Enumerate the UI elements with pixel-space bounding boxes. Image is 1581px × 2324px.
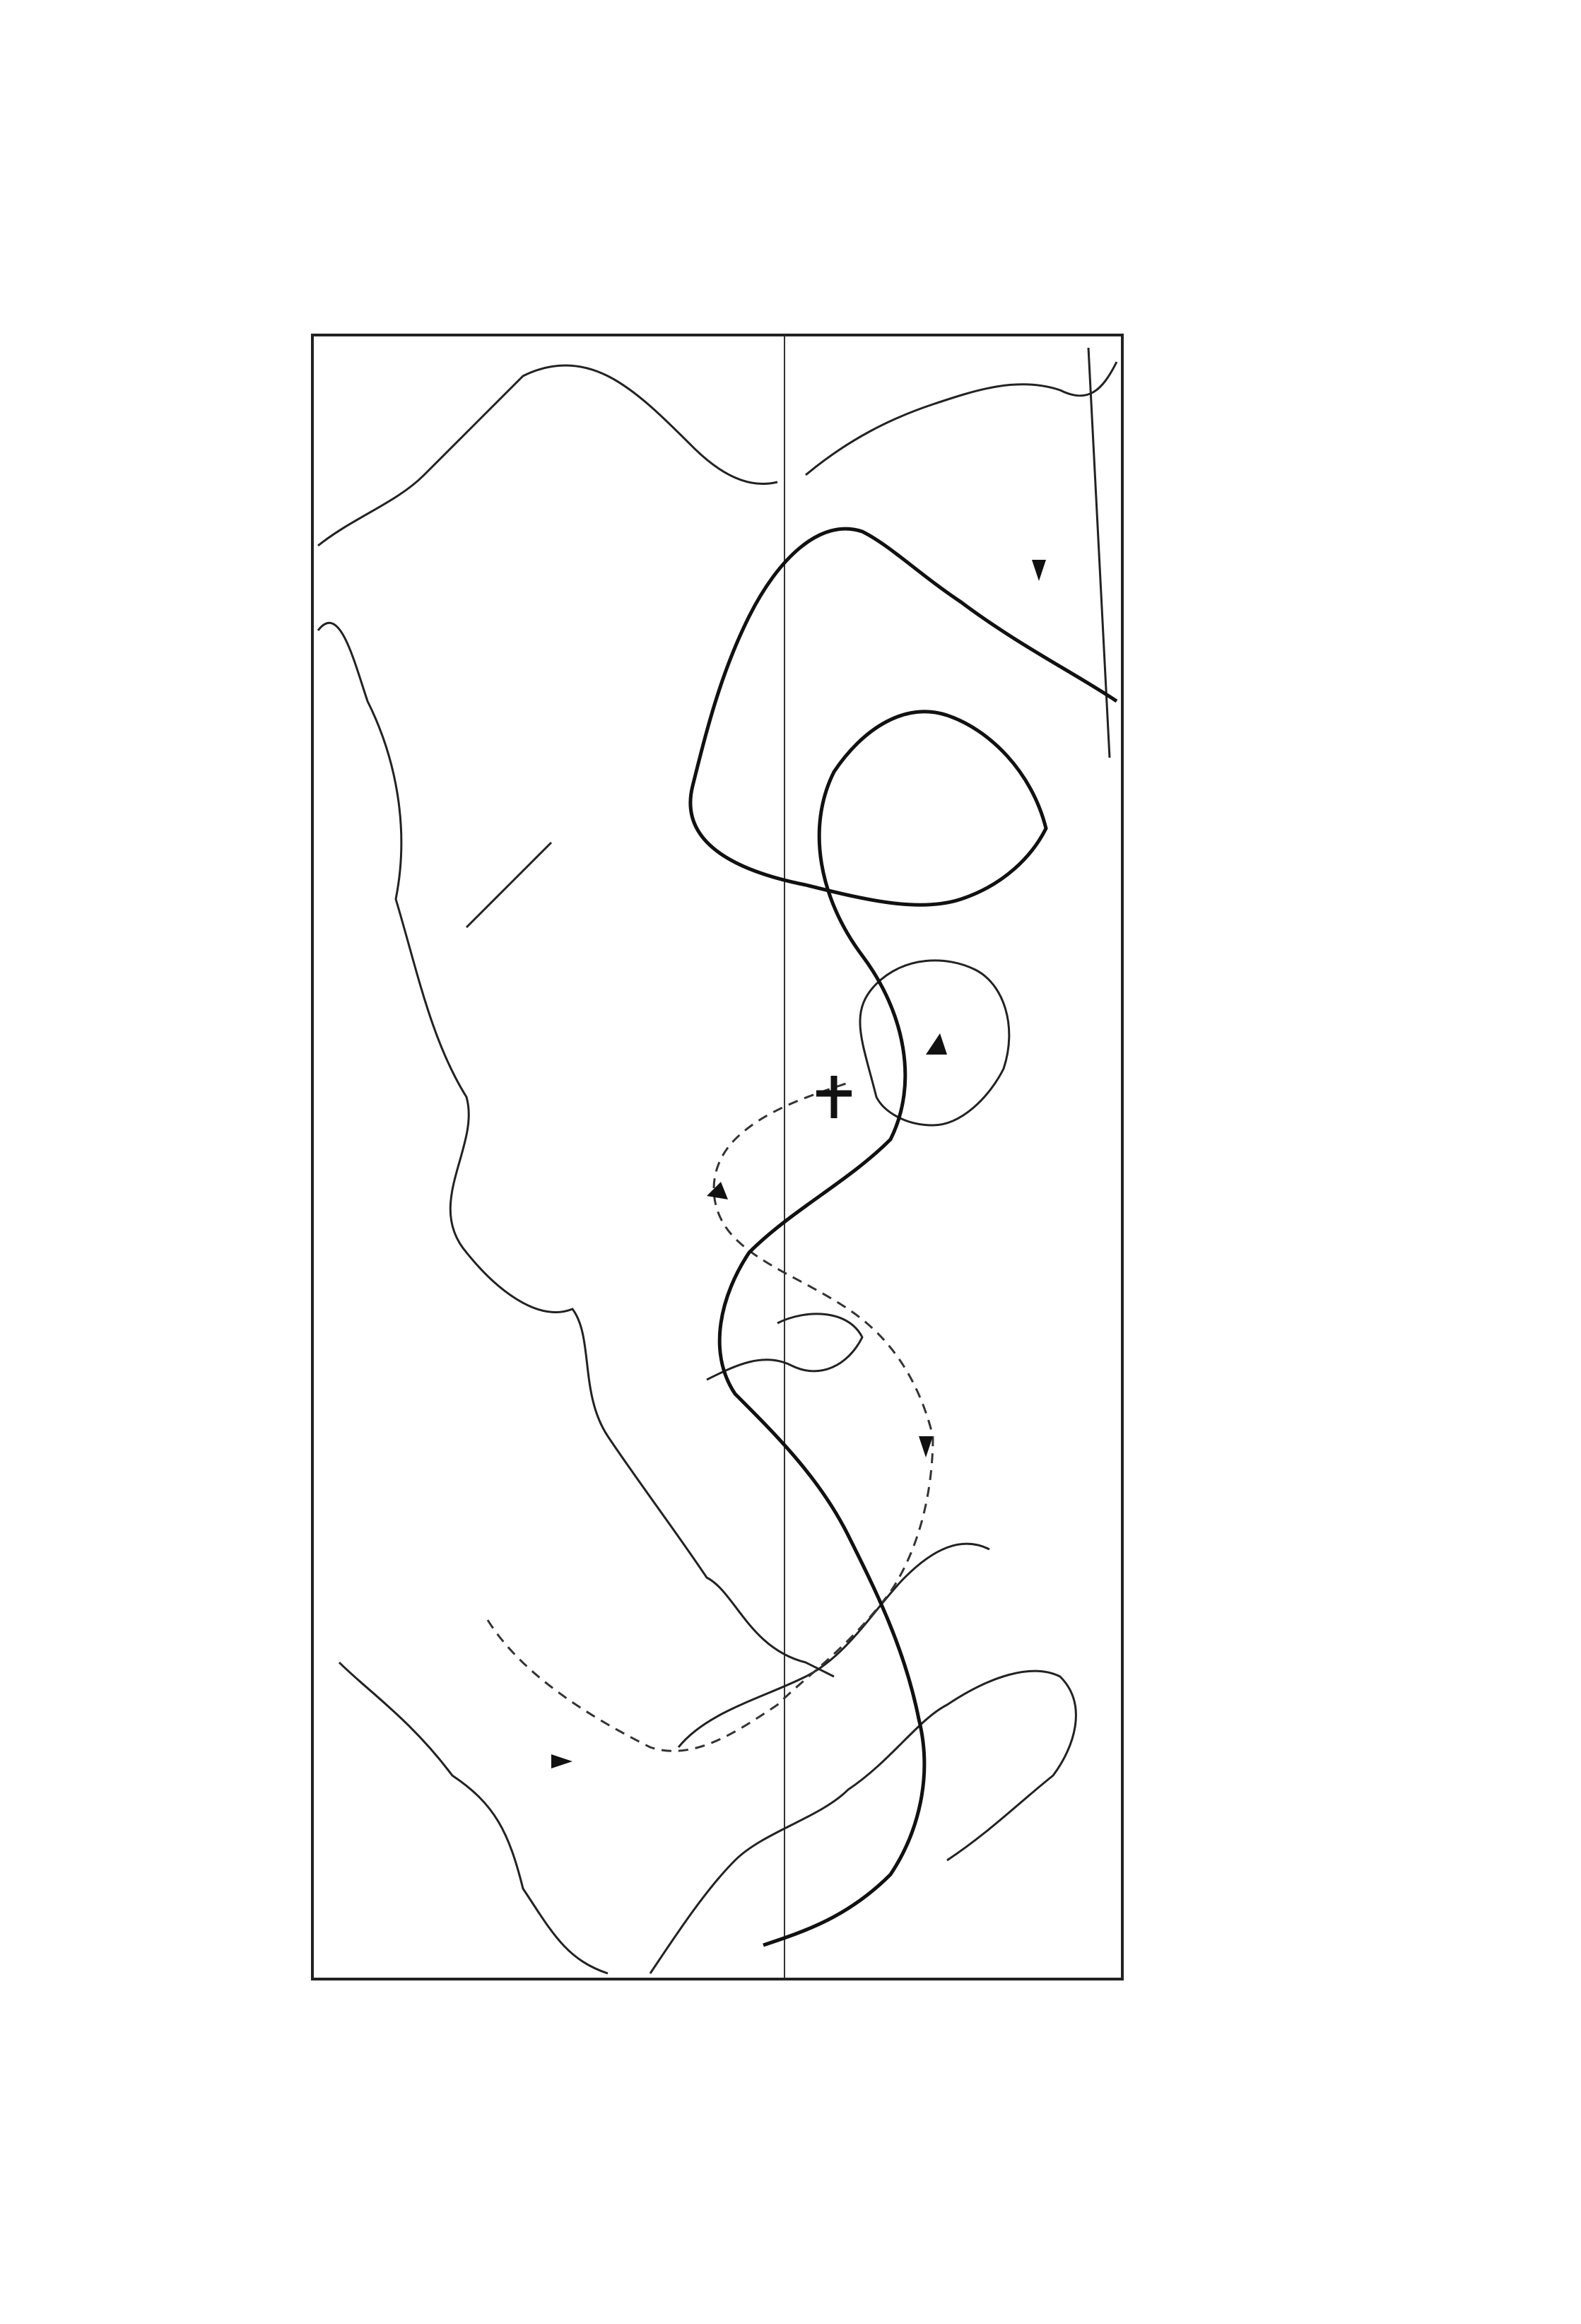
coastline-japan	[466, 843, 551, 927]
arrow-icon	[919, 1436, 933, 1457]
figure-caption	[1184, 1590, 1523, 1986]
arrow-icon	[551, 1754, 572, 1768]
coastline-africa	[339, 1662, 1076, 1973]
coastline-south-america	[806, 362, 1117, 475]
cross-icon	[816, 1076, 852, 1118]
coastline-eurasia-north	[318, 623, 834, 1677]
arrow-icon	[707, 1182, 728, 1199]
kormoran-route	[488, 1083, 933, 1751]
arrow-icon	[926, 1033, 947, 1055]
route-arrows	[551, 560, 1046, 1768]
orion-route	[690, 529, 1117, 1945]
map-frame	[312, 335, 1122, 1979]
coastlines	[318, 348, 1117, 1973]
arrow-icon	[1032, 560, 1046, 581]
coastline-africa-east	[678, 1544, 989, 1747]
route-map	[311, 334, 1124, 1980]
map-svg	[311, 334, 1124, 1980]
coastline-north-america	[318, 365, 777, 546]
